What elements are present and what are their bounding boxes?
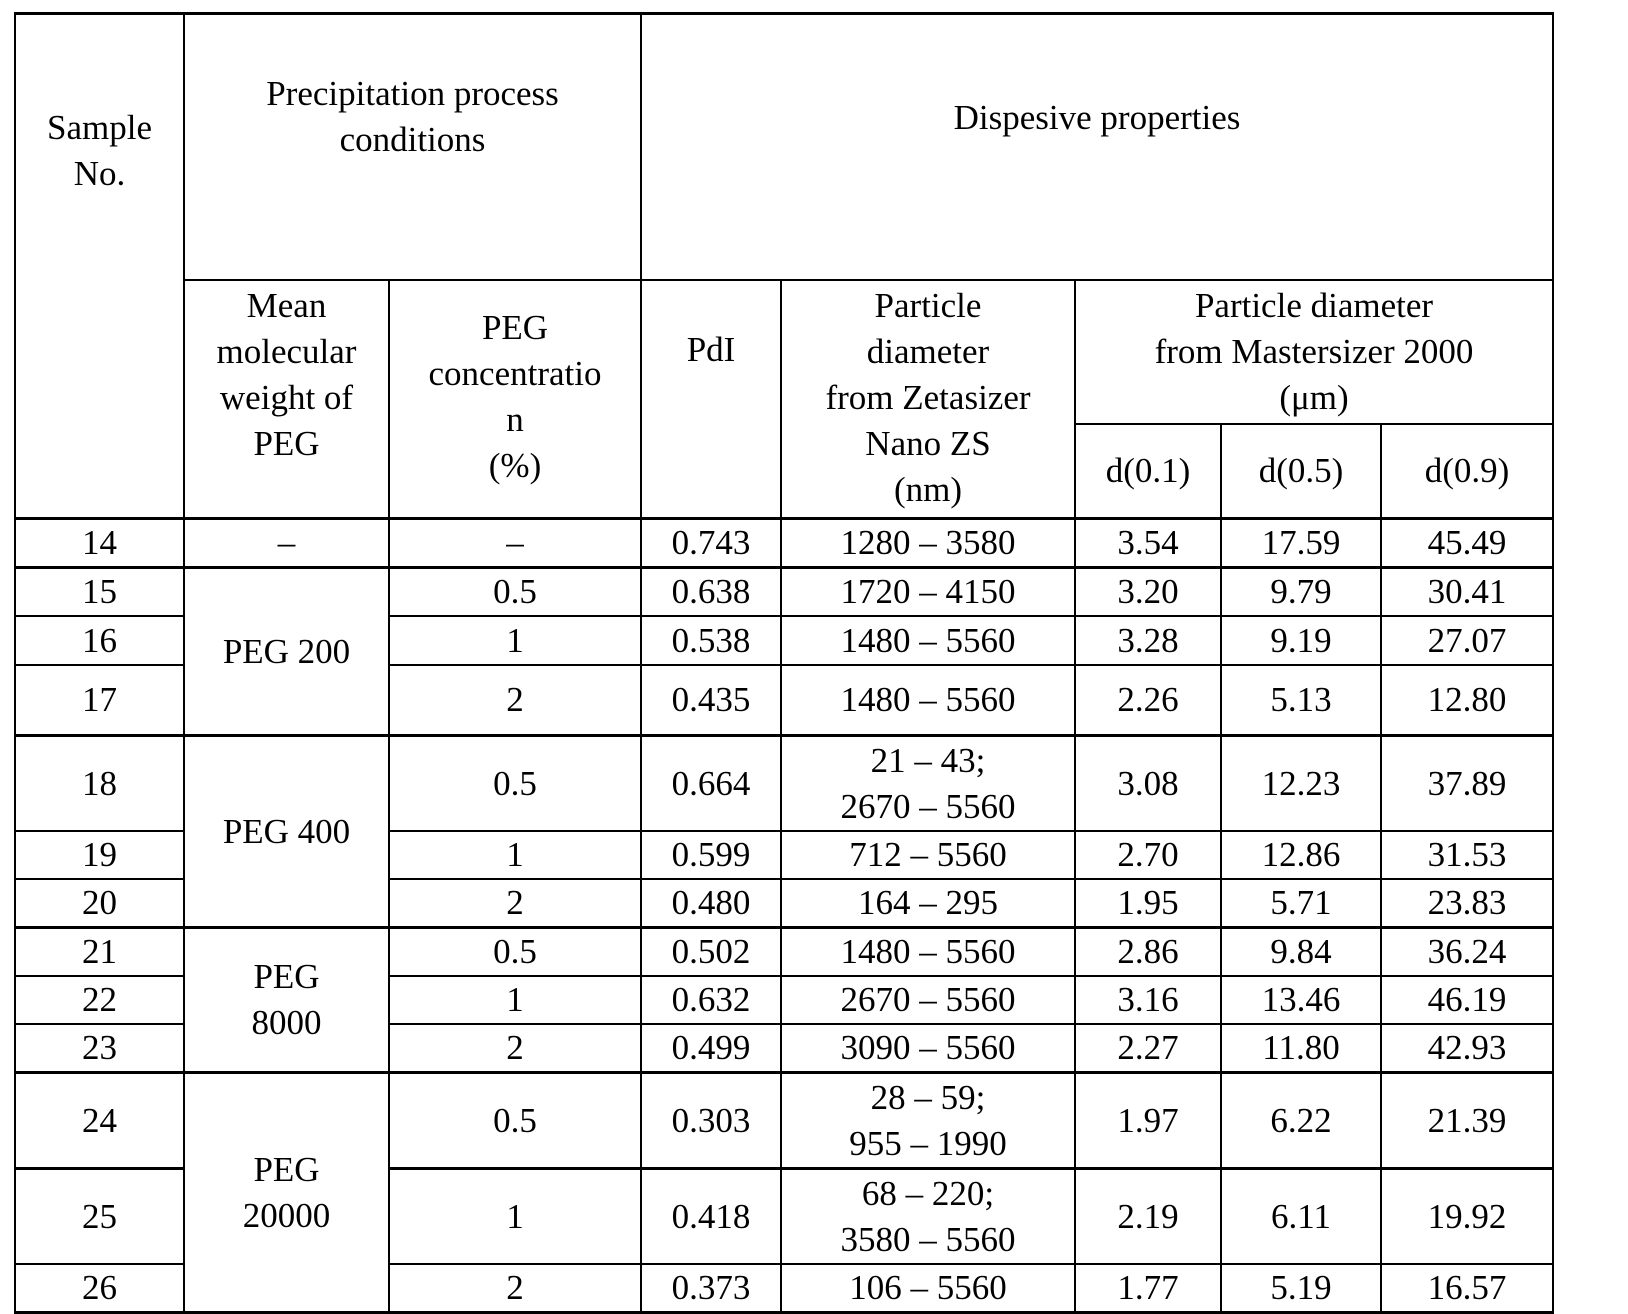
header-line: Particle [874,286,982,325]
cell-peg-mw-group: PEG 200 [184,568,389,736]
cell-conc: 2 [389,665,641,736]
cell-d09: 42.93 [1381,1024,1553,1073]
cell-d05: 13.46 [1221,976,1381,1024]
peg-label-line: PEG [253,957,320,996]
cell-d01: 2.70 [1075,831,1221,879]
header-sample-no [15,14,184,519]
cell-d09: 45.49 [1381,519,1553,568]
header-line: (%) [488,446,542,485]
zeta-range: 28 – 59; [870,1077,986,1117]
cell-d05: 6.11 [1221,1169,1381,1265]
cell-d05: 12.23 [1221,736,1381,832]
header-line: molecular [216,332,357,371]
cell-d09: 19.92 [1381,1169,1553,1265]
cell-zeta: 712 – 5560 [781,831,1075,879]
cell-pdi: 0.303 [641,1073,781,1169]
header-line: n [506,400,524,439]
cell-sample: 26 [15,1264,184,1313]
cell-peg-mw: – [184,519,389,568]
header-sample-line: No. [73,154,126,193]
cell-d09: 46.19 [1381,976,1553,1024]
cell-conc: 0.5 [389,928,641,977]
cell-zeta: 1480 – 5560 [781,665,1075,736]
cell-d05: 9.84 [1221,928,1381,977]
cell-d05: 17.59 [1221,519,1381,568]
zeta-range: 2670 – 5560 [840,786,1016,826]
cell-pdi: 0.664 [641,736,781,832]
cell-zeta: 1480 – 5560 [781,616,1075,665]
cell-pdi: 0.538 [641,616,781,665]
header-line: PEG [481,308,549,347]
header-line: (μm) [1279,378,1349,417]
header-line: weight of [219,378,354,417]
header-sample-line: Sample [47,108,152,147]
zeta-range: 955 – 1990 [849,1123,1007,1163]
cell-conc: – [389,519,641,568]
header-line: (nm) [893,470,963,509]
header-mol-weight [184,280,389,519]
cell-sample: 24 [15,1073,184,1169]
cell-sample: 17 [15,665,184,736]
cell-sample: 18 [15,736,184,832]
cell-sample: 16 [15,616,184,665]
cell-sample: 15 [15,568,184,617]
cell-d05: 9.79 [1221,568,1381,617]
table-row [15,928,1553,977]
dispersive-properties-table [14,12,1554,1314]
header-mastersizer [1075,280,1553,424]
header-line: Particle diameter [1194,286,1434,325]
cell-conc: 1 [389,831,641,879]
cell-conc: 0.5 [389,568,641,617]
cell-d09: 12.80 [1381,665,1553,736]
cell-d09: 23.83 [1381,879,1553,928]
cell-d01: 3.28 [1075,616,1221,665]
zeta-range: 21 – 43; [870,740,986,780]
cell-d05: 5.19 [1221,1264,1381,1313]
cell-conc: 2 [389,879,641,928]
header-precipitation-conditions [184,14,641,281]
cell-sample: 21 [15,928,184,977]
zeta-range: 3580 – 5560 [840,1219,1016,1259]
cell-d01: 1.77 [1075,1264,1221,1313]
cell-pdi: 0.499 [641,1024,781,1073]
header-d05: d(0.5) [1221,424,1381,519]
header-line: Mean [246,286,327,325]
table-row [15,736,1553,832]
cell-conc: 1 [389,616,641,665]
cell-d05: 12.86 [1221,831,1381,879]
header-line: diameter [866,332,990,371]
header-zetasizer [781,280,1075,519]
header-pdi: PdI [641,280,781,519]
cell-zeta [781,736,1075,832]
cell-zeta: 1720 – 4150 [781,568,1075,617]
cell-zeta: 2670 – 5560 [781,976,1075,1024]
cell-zeta [781,1073,1075,1169]
cell-d09: 31.53 [1381,831,1553,879]
header-line: from Mastersizer 2000 [1154,332,1474,371]
cell-conc: 1 [389,1169,641,1265]
cell-d05: 11.80 [1221,1024,1381,1073]
peg-label-line: 20000 [242,1195,331,1235]
cell-zeta: 3090 – 5560 [781,1024,1075,1073]
data-table-container [14,12,1554,1314]
header-dispersive-properties: Dispesive properties [641,14,1553,281]
zeta-range: 68 – 220; [861,1173,995,1213]
peg-label-line: 8000 [251,1003,322,1042]
cell-conc: 0.5 [389,1073,641,1169]
cell-pdi: 0.373 [641,1264,781,1313]
cell-sample: 19 [15,831,184,879]
cell-d01: 2.26 [1075,665,1221,736]
cell-pdi: 0.638 [641,568,781,617]
table-row [15,1073,1553,1169]
cell-pdi: 0.502 [641,928,781,977]
cell-zeta: 164 – 295 [781,879,1075,928]
header-d01: d(0.1) [1075,424,1221,519]
cell-d09: 37.89 [1381,736,1553,832]
cell-d05: 5.71 [1221,879,1381,928]
header-line: concentratio [428,354,602,393]
cell-sample: 14 [15,519,184,568]
cell-pdi: 0.480 [641,879,781,928]
cell-zeta [781,1169,1075,1265]
cell-d09: 36.24 [1381,928,1553,977]
table-row [15,568,1553,617]
cell-sample: 25 [15,1169,184,1265]
cell-d01: 1.97 [1075,1073,1221,1169]
cell-sample: 23 [15,1024,184,1073]
cell-d01: 3.20 [1075,568,1221,617]
cell-d01: 1.95 [1075,879,1221,928]
cell-pdi: 0.435 [641,665,781,736]
table-row [15,519,1553,568]
cell-sample: 22 [15,976,184,1024]
cell-peg-mw-group: PEG 400 [184,736,389,928]
cell-pdi: 0.599 [641,831,781,879]
header-peg-concentration [389,280,641,519]
cell-zeta: 1480 – 5560 [781,928,1075,977]
cell-d05: 9.19 [1221,616,1381,665]
cell-d01: 3.16 [1075,976,1221,1024]
cell-zeta: 106 – 5560 [781,1264,1075,1313]
cell-d09: 30.41 [1381,568,1553,617]
peg-label-line: PEG [253,1149,320,1189]
cell-conc: 1 [389,976,641,1024]
cell-peg-mw-group [184,1073,389,1313]
cell-conc: 2 [389,1264,641,1313]
cell-d01: 3.54 [1075,519,1221,568]
cell-d05: 5.13 [1221,665,1381,736]
header-line: PEG [253,424,320,463]
cell-d01: 2.19 [1075,1169,1221,1265]
header-precip-line: Precipitation process [266,74,559,113]
cell-d09: 27.07 [1381,616,1553,665]
cell-d01: 3.08 [1075,736,1221,832]
cell-d09: 16.57 [1381,1264,1553,1313]
cell-zeta: 1280 – 3580 [781,519,1075,568]
cell-pdi: 0.632 [641,976,781,1024]
cell-sample: 20 [15,879,184,928]
header-line: Nano ZS [865,424,991,463]
header-line: from Zetasizer [825,378,1031,417]
header-d09: d(0.9) [1381,424,1553,519]
cell-pdi: 0.418 [641,1169,781,1265]
cell-d09: 21.39 [1381,1073,1553,1169]
header-precip-line: conditions [339,120,486,159]
cell-d01: 2.27 [1075,1024,1221,1073]
cell-conc: 2 [389,1024,641,1073]
cell-d05: 6.22 [1221,1073,1381,1169]
cell-d01: 2.86 [1075,928,1221,977]
cell-conc: 0.5 [389,736,641,832]
cell-peg-mw-group [184,928,389,1073]
cell-pdi: 0.743 [641,519,781,568]
